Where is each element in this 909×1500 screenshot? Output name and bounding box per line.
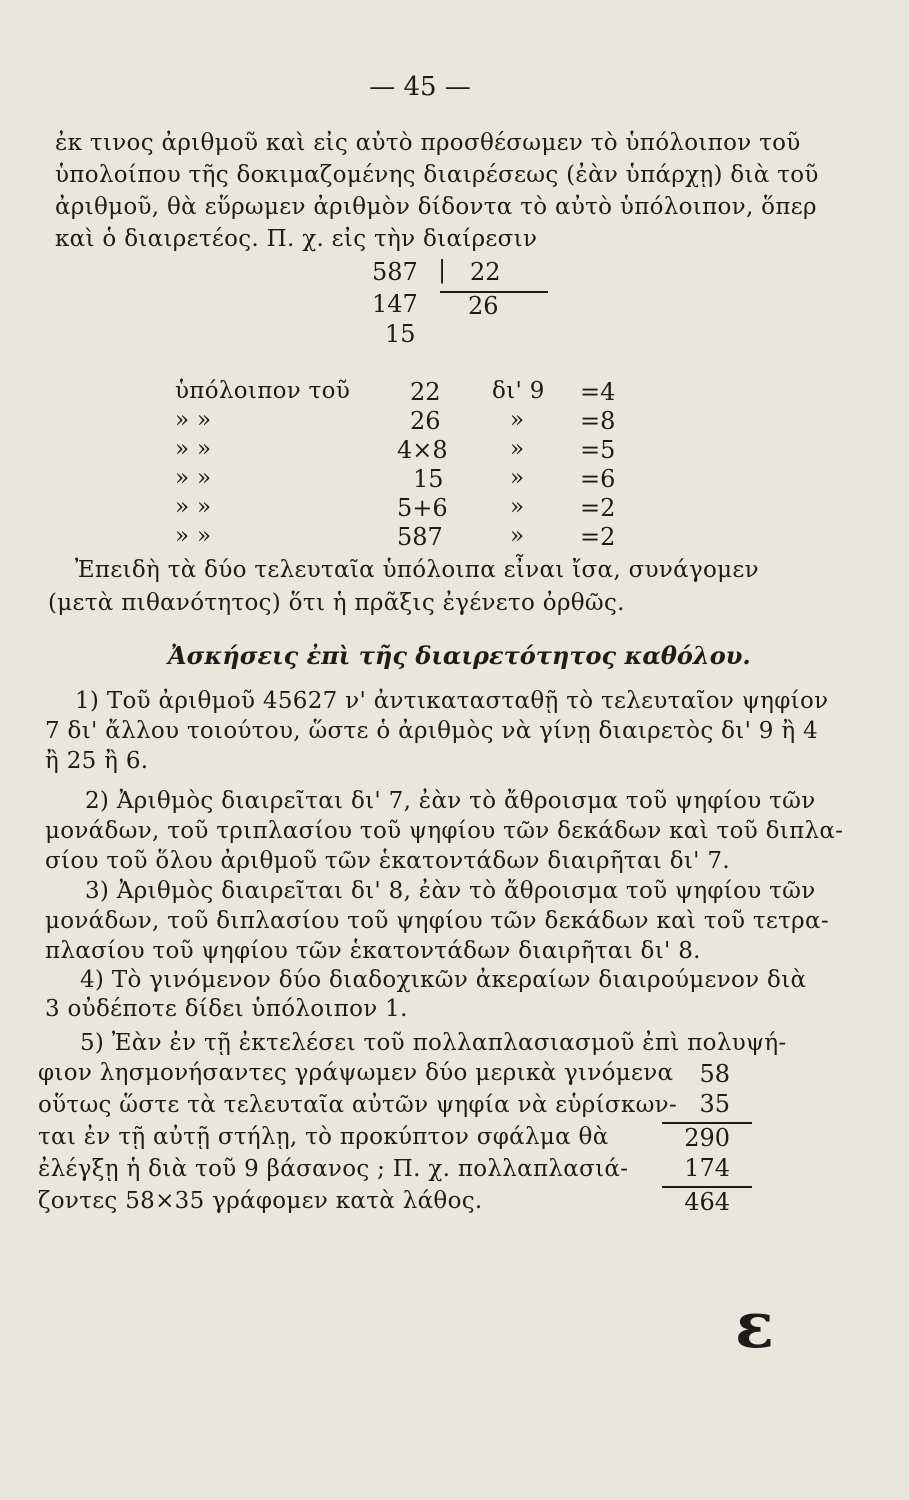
exercise-line: 3 οὐδέποτε δίδει ὑπόλοιπον 1.	[45, 996, 408, 1022]
remainder-result: =6	[580, 465, 616, 493]
multiplier: 35	[699, 1090, 730, 1118]
exercise-line: ἢ 25 ἢ 6.	[45, 748, 149, 774]
dividend: 587	[372, 258, 418, 286]
exercise-line: ἐλέγξῃ ἡ διὰ τοῦ 9 βάσανος ; Π. χ. πολλαπλασιά-	[38, 1156, 629, 1182]
partial-product-2: 174	[684, 1154, 730, 1182]
exercise-line: μονάδων, τοῦ διπλασίου τοῦ ψηφίου τῶν δεκάδων καὶ τοῦ τετρα-	[45, 908, 829, 934]
exercise-line: 5) Ἐὰν ἐν τῇ ἐκτελέσει τοῦ πολλαπλασιασμοῦ ἐπὶ πολυψή-	[80, 1030, 787, 1056]
remainder-label: » »	[175, 436, 212, 462]
remainder-label: » »	[175, 465, 212, 491]
remainder-result: =5	[580, 436, 616, 464]
exercise-line: 3) Ἀριθμὸς διαιρεῖται δι' 8, ἐὰν τὸ ἄθροισμα τοῦ ψηφίου τῶν	[85, 878, 816, 904]
exercise-line: 2) Ἀριθμὸς διαιρεῖται δι' 7, ἐὰν τὸ ἄθροισμα τοῦ ψηφίου τῶν	[85, 788, 816, 814]
quotient: 26	[468, 292, 499, 320]
intro-line-1: ἐκ τινος ἀριθμοῦ καὶ εἰς αὐτὸ προσθέσωμεν τὸ ὑπόλοιπον τοῦ	[55, 130, 801, 156]
exercise-line: ται ἐν τῇ αὐτῇ στήλῃ, τὸ προκύπτον σφάλμα θὰ	[38, 1124, 609, 1150]
intro-line-3: ἀριθμοῦ, θὰ εὕρωμεν ἀριθμὸν δίδοντα τὸ αὐτὸ ὑπόλοιπον, ὅπερ	[55, 194, 817, 220]
remainder-divisor: »	[510, 523, 525, 549]
multiplicand: 58	[699, 1060, 730, 1088]
remainder-label: » »	[175, 407, 212, 433]
exercise-line: 1) Τοῦ ἀριθμοῦ 45627 ν' ἀντικατασταθῇ τὸ τελευταῖον ψηφίον	[75, 688, 829, 714]
remainder-value: 26	[410, 407, 441, 435]
partial-remainder: 147	[372, 290, 418, 318]
remainder-label: » »	[175, 494, 212, 520]
exercise-line: σίου τοῦ ὅλου ἀριθμοῦ τῶν ἑκατοντάδων διαιρῆται δι' 7.	[45, 848, 730, 874]
remainder-value: 15	[413, 465, 444, 493]
remainder-divisor: »	[510, 465, 525, 491]
exercise-line: μονάδων, τοῦ τριπλασίου τοῦ ψηφίου τῶν δεκάδων καὶ τοῦ διπλα-	[45, 818, 844, 844]
remainder-result: =2	[580, 523, 616, 551]
remainder-label: ὑπόλοιπον τοῦ	[175, 378, 351, 404]
exercise-line: 7 δι' ἄλλου τοιούτου, ὥστε ὁ ἀριθμὸς νὰ γίνῃ διαιρετὸς δι' 9 ἢ 4	[45, 718, 818, 744]
exercise-line: πλασίου τοῦ ψηφίου τῶν ἑκατοντάδων διαιρῆται δι' 8.	[45, 938, 701, 964]
exercise-line: φιον λησμονήσαντες γράψωμεν δύο μερικὰ γινόμενα	[38, 1060, 674, 1086]
divisor: 22	[470, 258, 501, 286]
remainder-value: 22	[410, 378, 441, 406]
remainder-value: 5+6	[397, 494, 448, 522]
remainder-divisor: »	[510, 436, 525, 462]
handwritten-margin-mark: ε	[735, 1288, 774, 1363]
remainder-result: =2	[580, 494, 616, 522]
remainder-label: » »	[175, 523, 212, 549]
remainder-value: 4×8	[397, 436, 448, 464]
intro-line-2: ὑπολοίπου τῆς δοκιμαζομένης διαιρέσεως (ἐὰν ὑπάρχῃ) διὰ τοῦ	[55, 162, 819, 188]
remainder-divisor: »	[510, 407, 525, 433]
conclusion-line-2: (μετὰ πιθανότητος) ὅτι ἡ πρᾶξις ἐγένετο ὀρθῶς.	[48, 590, 625, 616]
exercise-line: ζοντες 58×35 γράφομεν κατὰ λάθος.	[38, 1188, 483, 1214]
product-result: 464	[684, 1188, 730, 1216]
exercise-line: οὕτως ὥστε τὰ τελευταῖα αὐτῶν ψηφία νὰ εὑρίσκων-	[38, 1092, 678, 1118]
remainder-divisor: δι' 9	[492, 378, 545, 404]
remainder-value: 587	[397, 523, 443, 551]
exercises-heading: Ἀσκήσεις ἐπὶ τῆς διαιρετότητος καθόλου.	[168, 641, 751, 670]
final-remainder: 15	[385, 320, 416, 348]
remainder-divisor: »	[510, 494, 525, 520]
exercise-line: 4) Τὸ γινόμενον δύο διαδοχικῶν ἀκεραίων διαιρούμενον διὰ	[80, 967, 807, 993]
partial-product-1: 290	[684, 1124, 730, 1152]
page-number: — 45 —	[369, 72, 471, 102]
conclusion-line-1: Ἐπειδὴ τὰ δύο τελευταῖα ὑπόλοιπα εἶναι ἴσα, συνάγομεν	[75, 557, 759, 583]
intro-line-4: καὶ ὁ διαιρετέος. Π. χ. εἰς τὴν διαίρεσιν	[55, 226, 538, 252]
remainder-result: =8	[580, 407, 616, 435]
remainder-result: =4	[580, 378, 616, 406]
division-bar: |	[438, 256, 447, 284]
